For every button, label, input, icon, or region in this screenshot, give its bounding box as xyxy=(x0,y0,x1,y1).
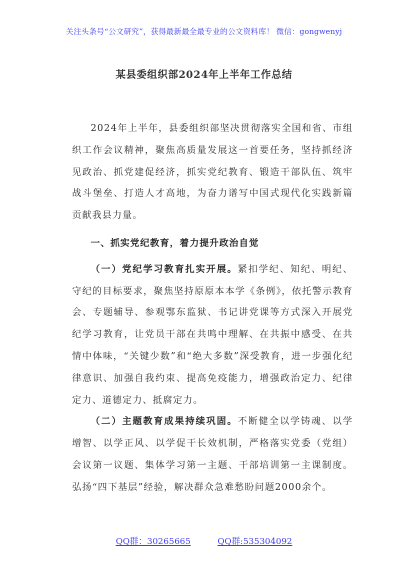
section-heading-1: 一、抓实党纪教育，着力提升政治自觉 xyxy=(90,237,259,249)
document-body xyxy=(72,118,353,499)
item-2-paragraph xyxy=(72,411,353,498)
item-1-lead: （一）党纪学习教育扎实开展。 xyxy=(90,263,238,275)
item-1-text: 紧扣学纪、知纪、明纪、守纪的目标要求，聚焦坚持原原本本学《条例》，依托警示教育会、专题辅导、参观鄂东监狱、书记讲党课等方式深入开展党纪学习教育，让党员干部在共鸣中理解、在共振中感受、在共情中体味，“关键少数”和“绝大多数”深受教育，进一步强化纪律意识、加强自我约束、提高免疫能力，增强政治定力、纪律定力、道德定力、抵腐定力。 xyxy=(72,263,353,406)
header-promo-note: 关注头条号“公文研究”，获得最新最全最专业的公文资料库！ 微信：gongwenyj xyxy=(65,27,343,36)
item-2-text: 不断健全以学铸魂、以学增智、以学正风、以学促干长效机制，严格落实党委（党组）会议第一议题、集体学习第一主题、干部培训第一主课制度。弘扬“四下基层”经验，解决群众急难愁盼问题2000余个。 xyxy=(72,416,353,493)
qq-group-link-2[interactable]: QQ群:535304092 xyxy=(217,537,293,547)
footer-contacts xyxy=(0,535,408,547)
qq-group-link-1[interactable]: QQ群：30265665 xyxy=(115,537,191,547)
item-2-lead: （二）主题教育成果持续巩固。 xyxy=(90,416,238,428)
intro-paragraph: 2024年上半年，县委组织部坚决贯彻落实全国和省、市组织工作会议精神，聚焦高质量发展这一首要任务，坚持抓经济见政治、抓党建促经济，抓实党纪教育、锻造干部队伍、筑牢战斗堡垒、打造人才高地，为奋力谱写中国式现代化实践新篇贡献我县力量。 xyxy=(72,123,353,222)
item-1-paragraph xyxy=(72,259,353,412)
document-title: 某县委组织部2024年上半年工作总结 xyxy=(115,70,293,81)
